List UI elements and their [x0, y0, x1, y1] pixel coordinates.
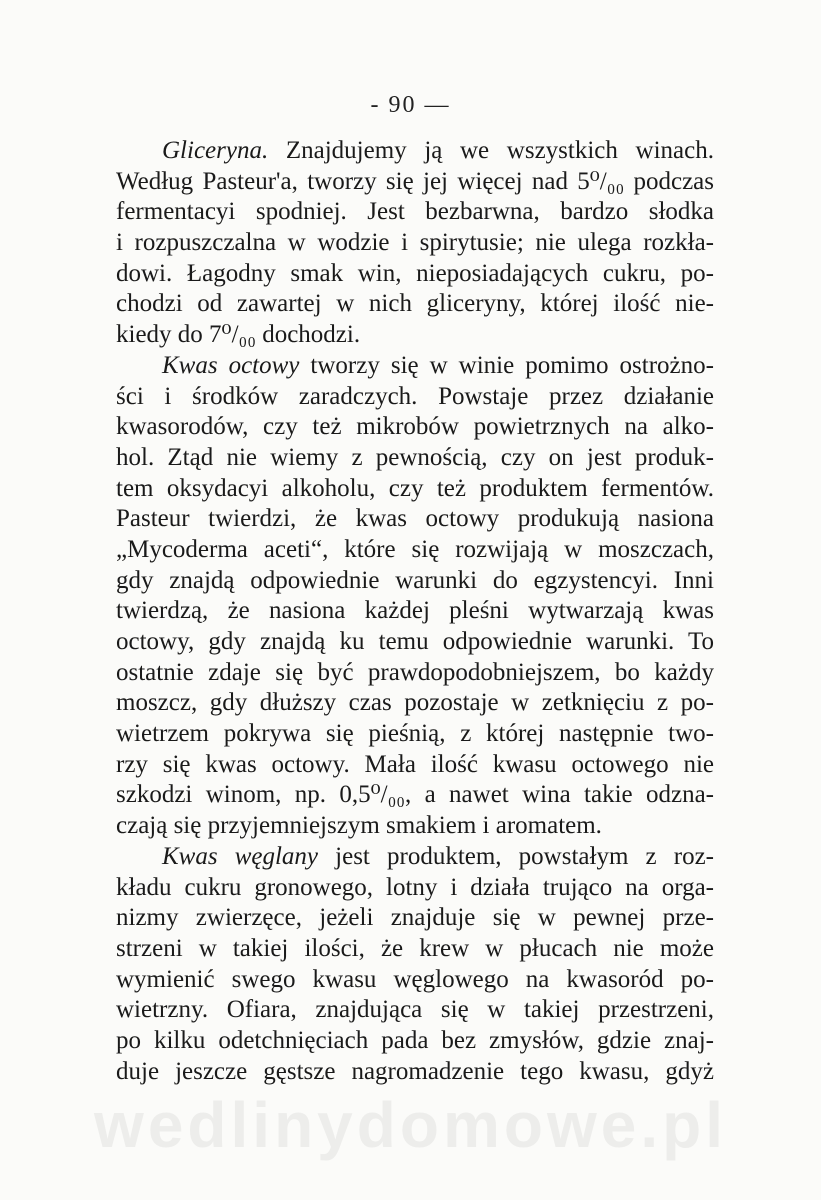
term-kwas-weglany: Kwas węglany — [162, 842, 319, 870]
text-line: strzeni w takiej ilości, że krew w płucach nie może — [116, 934, 714, 962]
text-line: twierdzą, że nasiona każdej pleśni wytwarzają kwas — [116, 597, 714, 625]
text-line: wietrzem pokrywa się pieśnią, z której następnie two- — [116, 720, 714, 748]
line-text: Znajdujemy ją we wszystkich winach. — [268, 137, 714, 164]
watermark: wedlinydomowe.pl — [94, 1089, 727, 1161]
paragraph-kwas-weglany — [116, 842, 714, 1088]
term-gliceryna: Gliceryna. — [162, 137, 269, 164]
text-line: Według Pasteur'a, tworzy się jej więcej nad 5⁰/₀₀ podczas — [116, 167, 714, 195]
text-line: ści i środków zaradczych. Powstaje przez działanie — [116, 382, 714, 410]
text-line: chodzi od zawartej w nich gliceryny, której ilość nie- — [116, 290, 714, 318]
text-line: duje jeszcze gęstsze nagromadzenie tego kwasu, gdyż — [116, 1057, 714, 1085]
text-line: ostatnie zdaje się być prawdopodobniejszem, bo każdy — [116, 658, 714, 686]
text-line: wietrzny. Ofiara, znajdująca się w takiej przestrzeni, — [116, 996, 714, 1024]
text-line: czają się przyjemniejszym smakiem i aromatem. — [116, 812, 602, 840]
text-line: hol. Ztąd nie wiemy z pewnością, czy on jest produk- — [116, 443, 714, 471]
text-line — [116, 136, 714, 167]
text-line: wymienić swego kwasu węglowego na kwasoród po- — [116, 965, 714, 993]
text-line: tem oksydacyi alkoholu, czy też produktem fermentów. — [116, 474, 714, 502]
text-line: moszcz, gdy dłuższy czas pozostaje w zetknięciu z po- — [116, 689, 714, 717]
text-line — [116, 842, 714, 873]
body-text — [116, 136, 714, 1087]
text-line: octowy, gdy znajdą ku temu odpowiednie warunki. To — [116, 628, 714, 655]
text-line: fermentacyi spodniej. Jest bezbarwna, bardzo słodka — [116, 198, 714, 226]
text-line: szkodzi winom, np. 0,5⁰/₀₀, a nawet wina takie odzna- — [116, 781, 714, 809]
line-text: tworzy się w winie pomimo ostrożno- — [299, 351, 714, 379]
text-line: kładu cukru gronowego, lotny i działa trująco na orga- — [116, 873, 714, 901]
term-kwas-octowy: Kwas octowy — [162, 351, 300, 379]
text-line: gdy znajdą odpowiednie warunki do egzystencyi. Inni — [116, 566, 714, 594]
text-line — [116, 351, 714, 382]
text-line: dowi. Łagodny smak win, nieposiadających cukru, po- — [116, 259, 714, 287]
paragraph-kwas-octowy — [116, 351, 714, 842]
text-line: nizmy zwierzęce, jeżeli znajduje się w pewnej prze- — [116, 904, 714, 932]
text-line: „Mycoderma aceti“, które się rozwijają w moszczach, — [116, 535, 714, 563]
page-number: - 90 — — [370, 92, 451, 118]
text-line: po kilku odetchnięciach pada bez zmysłów, gdzie znaj- — [116, 1026, 714, 1054]
line-text: jest produktem, powstałym z roz- — [318, 842, 714, 870]
text-line: kwasorodów, czy też mikrobów powietrznych na alko- — [116, 413, 714, 441]
text-line: i rozpuszczalna w wodzie i spirytusie; nie ulega rozkła- — [116, 229, 714, 257]
paragraph-gliceryna — [116, 136, 714, 351]
text-line: kiedy do 7⁰/₀₀ dochodzi. — [116, 321, 361, 349]
text-line: rzy się kwas octowy. Mała ilość kwasu octowego nie — [116, 750, 714, 778]
text-line: Pasteur twierdzi, że kwas octowy produkują nasiona — [116, 505, 714, 533]
